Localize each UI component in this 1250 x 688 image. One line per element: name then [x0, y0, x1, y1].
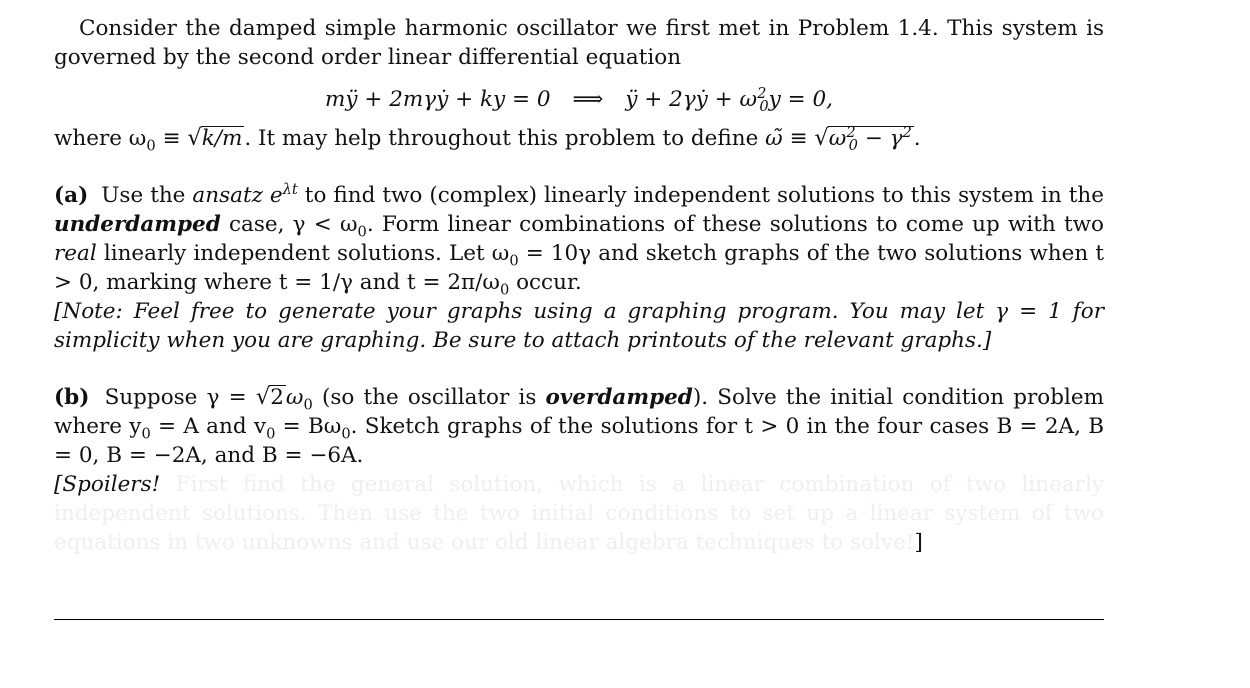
part-b-spoiler — [54, 470, 1104, 557]
part-a — [54, 181, 1104, 355]
intro-text: Consider the damped simple harmonic oscillator we first met in Problem 1.4. This system is governed by the second order linear differential equation — [54, 16, 1104, 70]
problem-document — [54, 14, 1104, 557]
sqrt-radicand: k/m — [201, 126, 243, 151]
part-b — [54, 383, 1104, 557]
part-a-note: [Note: Feel free to generate your graphs using a graphing program. You may let γ = 1 for simplicity when you are graphing. Be sure to attach printouts of the relevant graphs.] — [54, 299, 1104, 353]
horizontal-rule — [54, 619, 1104, 620]
spoiler-hidden-text[interactable]: First find the general solution, which is a linear combination of two linearly independent solutions. Then use the two initial conditions to set up a linear system of two equations in two unknowns and use our old linear algebra techniques to solve! — [54, 472, 1104, 555]
intro-paragraph — [54, 14, 1104, 72]
equation-right: ÿ + 2γẏ + $\omega^2_0y = 0$, — [625, 84, 833, 116]
underdamped-term: underdamped — [54, 212, 221, 237]
y-double-dot: ÿ — [345, 87, 358, 112]
sqrt-icon: √ — [255, 384, 271, 410]
part-a-label: (a) — [54, 183, 89, 208]
part-b-label: (b) — [54, 385, 90, 410]
sqrt-icon: √ — [187, 125, 202, 151]
where-line: where $\omega_0 \equiv √k/m$. It may help throughout this problem to define ω̃ ≡ $√\omega^2_0 - \gamma^2$. — [54, 123, 921, 155]
implies-arrow: ⟹ — [572, 87, 604, 112]
part-a-text: (a) Use the ansatz $e^{\lambda t}$ to find two (complex) linearly independent solutions to this system in the underdamped case, $\gamma < \omega_0$. Form linear combinations of these solutions to come up with two real linearly independent solutions. Let $\omega_0 = 10\gamma$ and sketch graphs of the two solutions when t > 0, marking where t = 1/γ and $t = 2\pi/\omega_0$ occur. — [54, 180, 1104, 299]
omega-tilde: ω̃ — [765, 126, 783, 151]
overdamped-term: overdamped — [545, 385, 693, 410]
equation-left: mÿ + 2mγẏ + ky = 0 — [324, 87, 551, 112]
sqrt-radicand-2: $\omega^2_0 - \gamma^2$ — [828, 123, 912, 155]
display-equation — [54, 84, 1104, 116]
spoiler-close-bracket: ] — [914, 530, 923, 555]
part-b-text: (b) Suppose $\gamma = √2\omega_0$ (so the oscillator is overdamped). Solve the initial condition problem where $y_0 = A$ and $v_0 = B\omega_0$. Sketch graphs of the solutions for t > 0 in the four cases B = 2A, B = 0, B = −2A, and B = −6A. — [54, 384, 1105, 468]
spoiler-label: [Spoilers! — [54, 472, 161, 497]
sqrt-icon: √ — [814, 125, 829, 151]
